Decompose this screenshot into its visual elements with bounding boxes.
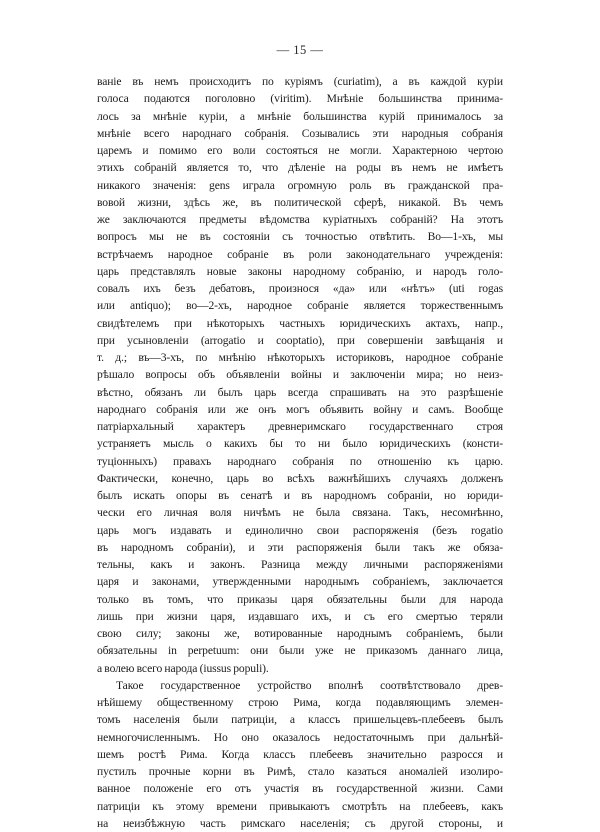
- text-line: вопросъ мы не въ состояніи съ точностью отвѣтить. Во—1-хъ, мы: [97, 230, 503, 244]
- text-line: на неизбѣжную часть римскаго населенія; съ другой стороны, и: [97, 816, 503, 830]
- text-line: патриціи къ этому времени привыкаютъ смотрѣть на плебеевъ, какъ: [97, 799, 503, 813]
- text-line: вовой жизни, здѣсь же, въ политической сферѣ, никакой. Въ чемъ: [97, 195, 503, 209]
- text-line: народнаго собранія или же онъ могъ объявить войну и самъ. Вообще: [97, 402, 503, 416]
- text-line: а волею всего народа (iussus populi).: [97, 661, 269, 675]
- text-line: ваніе въ немъ происходитъ по куріямъ (curiatim), а въ каждой куріи: [97, 75, 503, 88]
- text-line: свидѣтелемъ при нѣкоторыхъ частныхъ юридическихъ актахъ, напр.,: [97, 316, 503, 330]
- text-line: лишь при жизни царя, издавшаго ихъ, и съ его смертью теряли: [97, 609, 503, 623]
- text-line: ванное положеніе его отъ участія въ государственной жизни. Сами: [97, 782, 503, 796]
- text-line: или antiquo); во—2-хъ, народное собраніе является торжественнымъ: [97, 299, 503, 313]
- text-line: только въ томъ, что приказы царя обязательны были для народа: [97, 592, 503, 606]
- text-line: немногочисленнымъ. Но оно оказалось недостаточнымъ при дальнѣй-: [97, 730, 503, 744]
- page-number: — 15 —: [276, 43, 324, 57]
- text-line: встрѣчаемъ народное собраніе въ роли законодательнаго учрежденія:: [97, 247, 503, 261]
- text-line: былъ искать опоры въ сенатѣ и въ народномъ собраніи, но юриди-: [97, 489, 503, 502]
- text-line: мнѣніе всего народнаго собранія. Созывались эти народныя собранія: [97, 126, 503, 140]
- text-line: чески его личная воля ничѣмъ не была связана. Такъ, несомнѣнно,: [97, 506, 503, 520]
- paragraph: [97, 73, 503, 677]
- text-line: тельны, какъ и законъ. Разница между личными распоряженіями: [97, 558, 503, 571]
- text-line: шемъ ростѣ Рима. Когда классъ плебеевъ значительно разросся и: [97, 747, 503, 761]
- text-line: вѣстно, обязанъ ли былъ царь всегда спрашивать на это разрѣшеніе: [97, 385, 503, 399]
- text-line: рѣшало вопросы объ объявленіи войны и заключеніи мира; но неиз-: [97, 368, 503, 382]
- text-line: патріархальный характеръ древнеримскаго государственнаго строя: [97, 420, 503, 433]
- text-line: свою силу; законы же, вотированные народнымъ собраніемъ, были: [97, 627, 503, 640]
- text-line: этихъ собраній является то, что дѣленіе на роды въ немъ не имѣетъ: [97, 161, 503, 175]
- text-line: царь могъ издавать и единолично свои распоряженія (безъ rogatio: [97, 523, 503, 537]
- text-line: Такое государственное устройство вполнѣ соотвѣтствовало древ-: [116, 678, 503, 692]
- text-line: лось за мнѣніе куріи, а мнѣніе большинства курій принималось за: [97, 109, 503, 123]
- text-line: устраняетъ мысль о какихъ бы то ни было юридическихъ (консти-: [97, 437, 503, 451]
- paragraph: [97, 677, 503, 832]
- text-line: въ народномъ собраніи), и эти распоряженія были такъ же обяза-: [97, 540, 503, 554]
- text-line: царя и законами, утвержденными народнымъ собраніемъ, заключается: [97, 575, 503, 589]
- text-line: при усыновленіи (arrogatio и cooptatio), при совершеніи завѣщанія и: [97, 333, 503, 347]
- text-line: нѣйшему общественному строю Рима, когда подавляющимъ элемен-: [97, 696, 503, 709]
- body-text: [97, 73, 503, 832]
- text-line: туціонныхъ) правахъ народнаго собранія по отношенію къ царю.: [97, 454, 503, 468]
- text-line: царь представлялъ новые законы народному собранію, и народъ голо-: [97, 264, 503, 278]
- text-line: т. д.; въ—3-хъ, по мнѣнію нѣкоторыхъ историковъ, народное собраніе: [97, 351, 503, 364]
- text-line: пустилъ прочные корни въ Римѣ, стало казаться аномаліей изолиро-: [97, 765, 503, 778]
- text-line: голоса подаются поголовно (viritim). Мнѣніе большинства принима-: [97, 92, 503, 106]
- text-line: никакого значенія: gens играла огромную роль въ гражданской пра-: [97, 178, 503, 192]
- text-line: томъ населенія были патриціи, а классъ пришельцевъ-плебеевъ былъ: [97, 713, 503, 727]
- text-line: совалъ ихъ безъ дебатовъ, произнося «да» или «нѣтъ» (uti rogas: [97, 282, 503, 295]
- text-line: же заключаются предметы вѣдомства куріатныхъ собраній? На этотъ: [97, 213, 503, 226]
- text-line: обязательны in perpetuum: они были уже не приказомъ даннаго лица,: [97, 644, 503, 658]
- text-line: царемъ и помимо его воли состояться не могли. Характерною чертою: [97, 144, 503, 157]
- text-line: Фактически, конечно, царь во всѣхъ важнѣйшихъ случаяхъ долженъ: [97, 471, 503, 485]
